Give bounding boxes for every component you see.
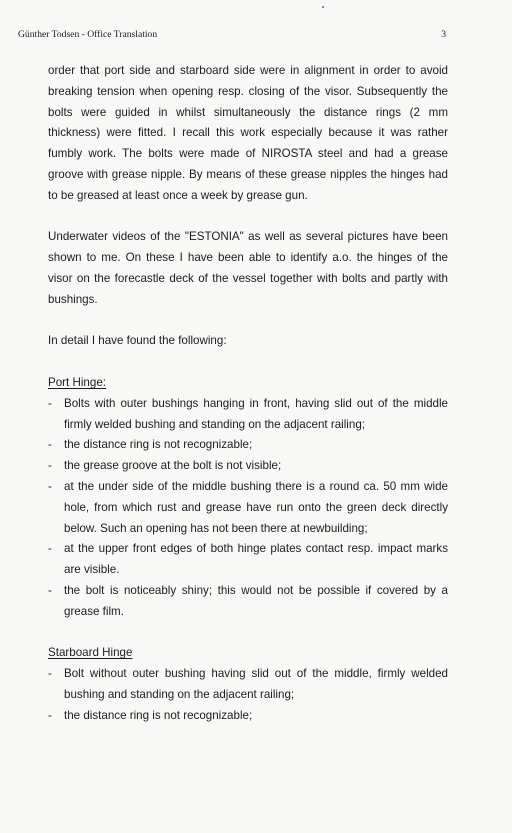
dash-marker: - (48, 459, 52, 473)
starboard-hinge-heading: Starboard Hinge (48, 646, 133, 660)
dash-marker: - (48, 667, 52, 681)
dash-marker: - (48, 542, 52, 556)
starboard-hinge-list (48, 664, 448, 726)
paragraph-bolts-fitting: order that port side and starboard side were in alignment in order to avoid breaking tension when opening resp. closing of the visor. Subsequently the bolts were guided in whilst simultaneously the distance rings (2 mm thickness) were fitted. I recall this work especially because it was rather fumbly work. The bolts were made of NIROSTA steel and had a grease groove with grease nipple. By means of these grease nipples the hinges had to be greased at least once a week by grease gun. (48, 64, 448, 202)
port-hinge-heading: Port Hinge: (48, 375, 106, 389)
list-item: - the grease groove at the bolt is not visible; (48, 456, 448, 477)
dash-marker: - (48, 396, 52, 410)
list-item: - the bolt is noticeably shiny; this would not be possible if covered by a grease film. (48, 581, 448, 623)
page-header (18, 29, 494, 43)
document-body (48, 61, 448, 747)
dash-marker: - (48, 438, 52, 452)
list-item: - the distance ring is not recognizable; (48, 706, 448, 727)
list-item: - the distance ring is not recognizable; (48, 435, 448, 456)
list-item: - Bolt without outer bushing having slid out of the middle, firmly welded bushing and standing on the adjacent railing; (48, 664, 448, 706)
list-item: - at the upper front edges of both hinge plates contact resp. impact marks are visible. (48, 539, 448, 581)
header-title: Günther Todsen - Office Translation (18, 29, 158, 40)
scan-speck (322, 6, 324, 8)
list-item: - at the under side of the middle bushing there is a round ca. 50 mm wide hole, from which rust and grease have run onto the green deck directly below. Such an opening has not been there at newbuilding; (48, 477, 448, 539)
port-hinge-list (48, 394, 448, 623)
dash-marker: - (48, 479, 52, 493)
dash-marker: - (48, 583, 52, 597)
paragraph-findings-intro: In detail I have found the following: (48, 334, 227, 348)
page-number: 3 (441, 29, 446, 40)
list-item: - Bolts with outer bushings hanging in front, having slid out of the middle firmly welded bushing and standing on the adjacent railing; (48, 394, 448, 436)
dash-marker: - (48, 708, 52, 722)
paragraph-underwater-videos: Underwater videos of the "ESTONIA" as well as several pictures have been shown to me. On these I have been able to identify a.o. the hinges of the visor on the forecastle deck of the vessel together with bolts and partly with bushings. (48, 230, 448, 306)
